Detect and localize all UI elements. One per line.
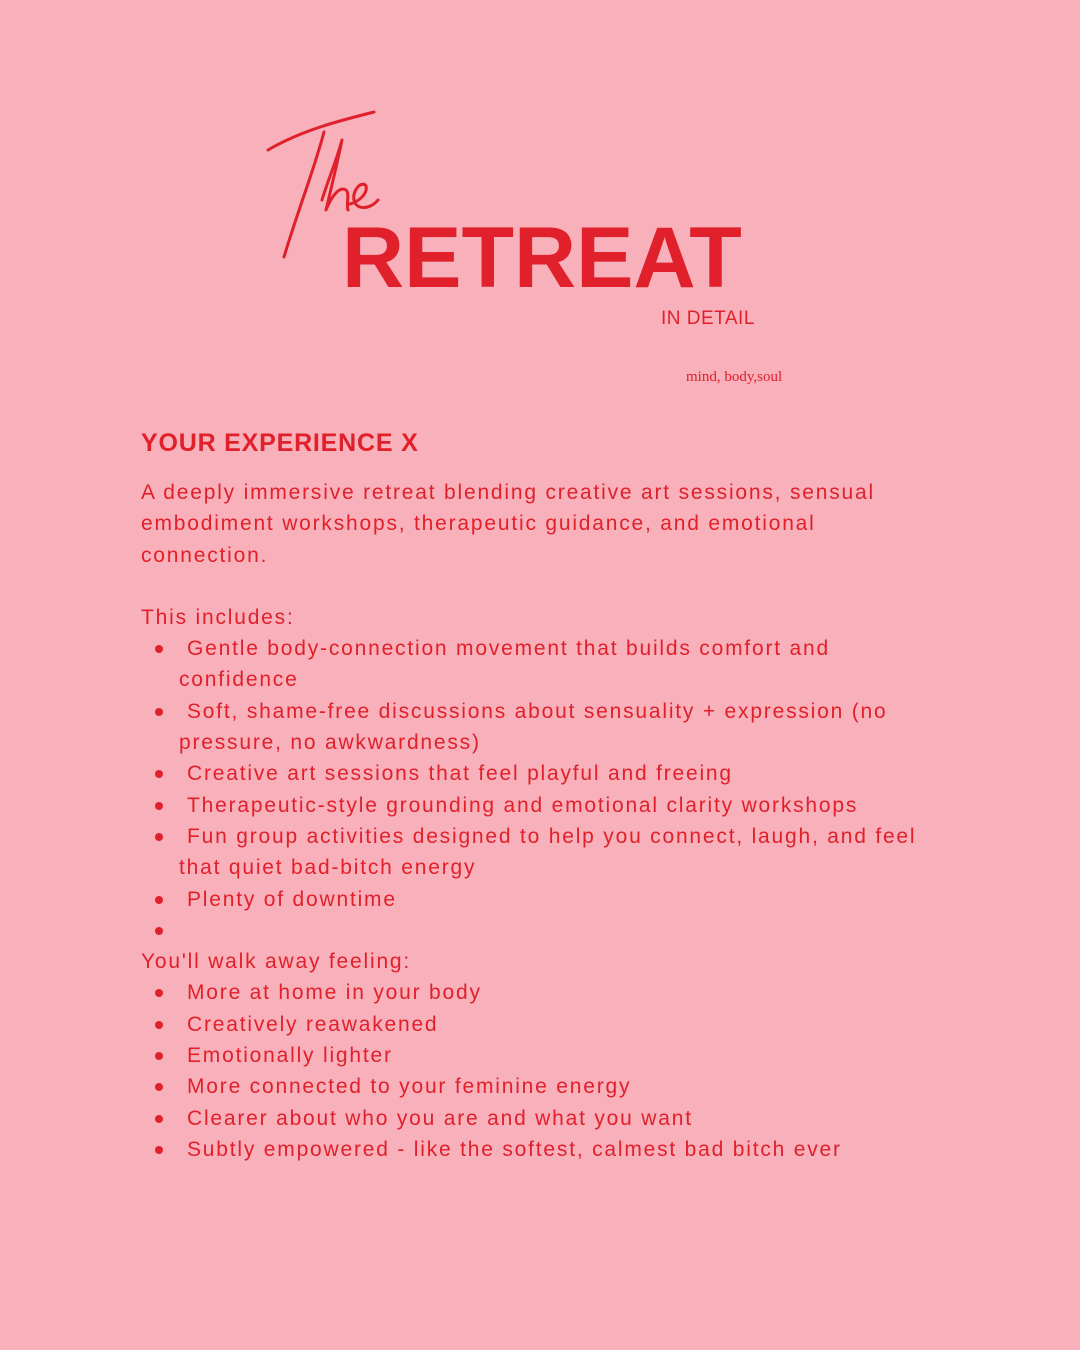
page-title: RETREAT bbox=[342, 210, 742, 306]
bullet-icon bbox=[155, 708, 163, 716]
bullet-icon bbox=[155, 896, 163, 904]
list-item: Clearer about who you are and what you want bbox=[141, 1103, 941, 1134]
list-item: Fun group activities designed to help you connect, laugh, and feel that quiet bad-bitch energy bbox=[141, 821, 941, 884]
experience-section bbox=[141, 425, 941, 1165]
bullet-icon bbox=[155, 1146, 163, 1154]
bullet-icon bbox=[155, 1052, 163, 1060]
list-item: Plenty of downtime bbox=[141, 884, 941, 915]
bullet-icon bbox=[155, 1083, 163, 1091]
list-item: More connected to your feminine energy bbox=[141, 1071, 941, 1102]
list-item: Gentle body-connection movement that builds comfort and confidence bbox=[141, 633, 941, 696]
bullet-icon bbox=[155, 989, 163, 997]
list-item-empty bbox=[141, 915, 941, 946]
list-item: Therapeutic-style grounding and emotional clarity workshops bbox=[141, 790, 941, 821]
bullet-icon bbox=[155, 1115, 163, 1123]
feelings-list bbox=[141, 977, 941, 1165]
bullet-icon bbox=[155, 1021, 163, 1029]
includes-label: This includes: bbox=[141, 605, 295, 629]
list-item: Creative art sessions that feel playful and freeing bbox=[141, 758, 941, 789]
tagline: mind, body,soul bbox=[686, 369, 783, 385]
bullet-icon bbox=[155, 802, 163, 810]
page-header bbox=[0, 0, 1080, 420]
list-item: Emotionally lighter bbox=[141, 1040, 941, 1071]
list-item: More at home in your body bbox=[141, 977, 941, 1008]
section-title: YOUR EXPERIENCE X bbox=[141, 429, 419, 457]
feeling-label: You'll walk away feeling: bbox=[141, 950, 412, 974]
bullet-icon bbox=[155, 833, 163, 841]
bullet-icon bbox=[155, 645, 163, 653]
bullet-icon bbox=[155, 770, 163, 778]
list-item: Subtly empowered - like the softest, calmest bad bitch ever bbox=[141, 1134, 941, 1165]
list-item: Creatively reawakened bbox=[141, 1009, 941, 1040]
spacer bbox=[141, 571, 941, 602]
includes-list bbox=[141, 633, 941, 946]
bullet-icon bbox=[155, 927, 163, 935]
intro-paragraph: A deeply immersive retreat blending creative art sessions, sensual embodiment workshops, therapeutic guidance, and emotional connection. bbox=[141, 481, 875, 567]
list-item: Soft, shame-free discussions about sensuality + expression (no pressure, no awkwardness) bbox=[141, 696, 941, 759]
page-subtitle: IN DETAIL bbox=[661, 308, 755, 329]
